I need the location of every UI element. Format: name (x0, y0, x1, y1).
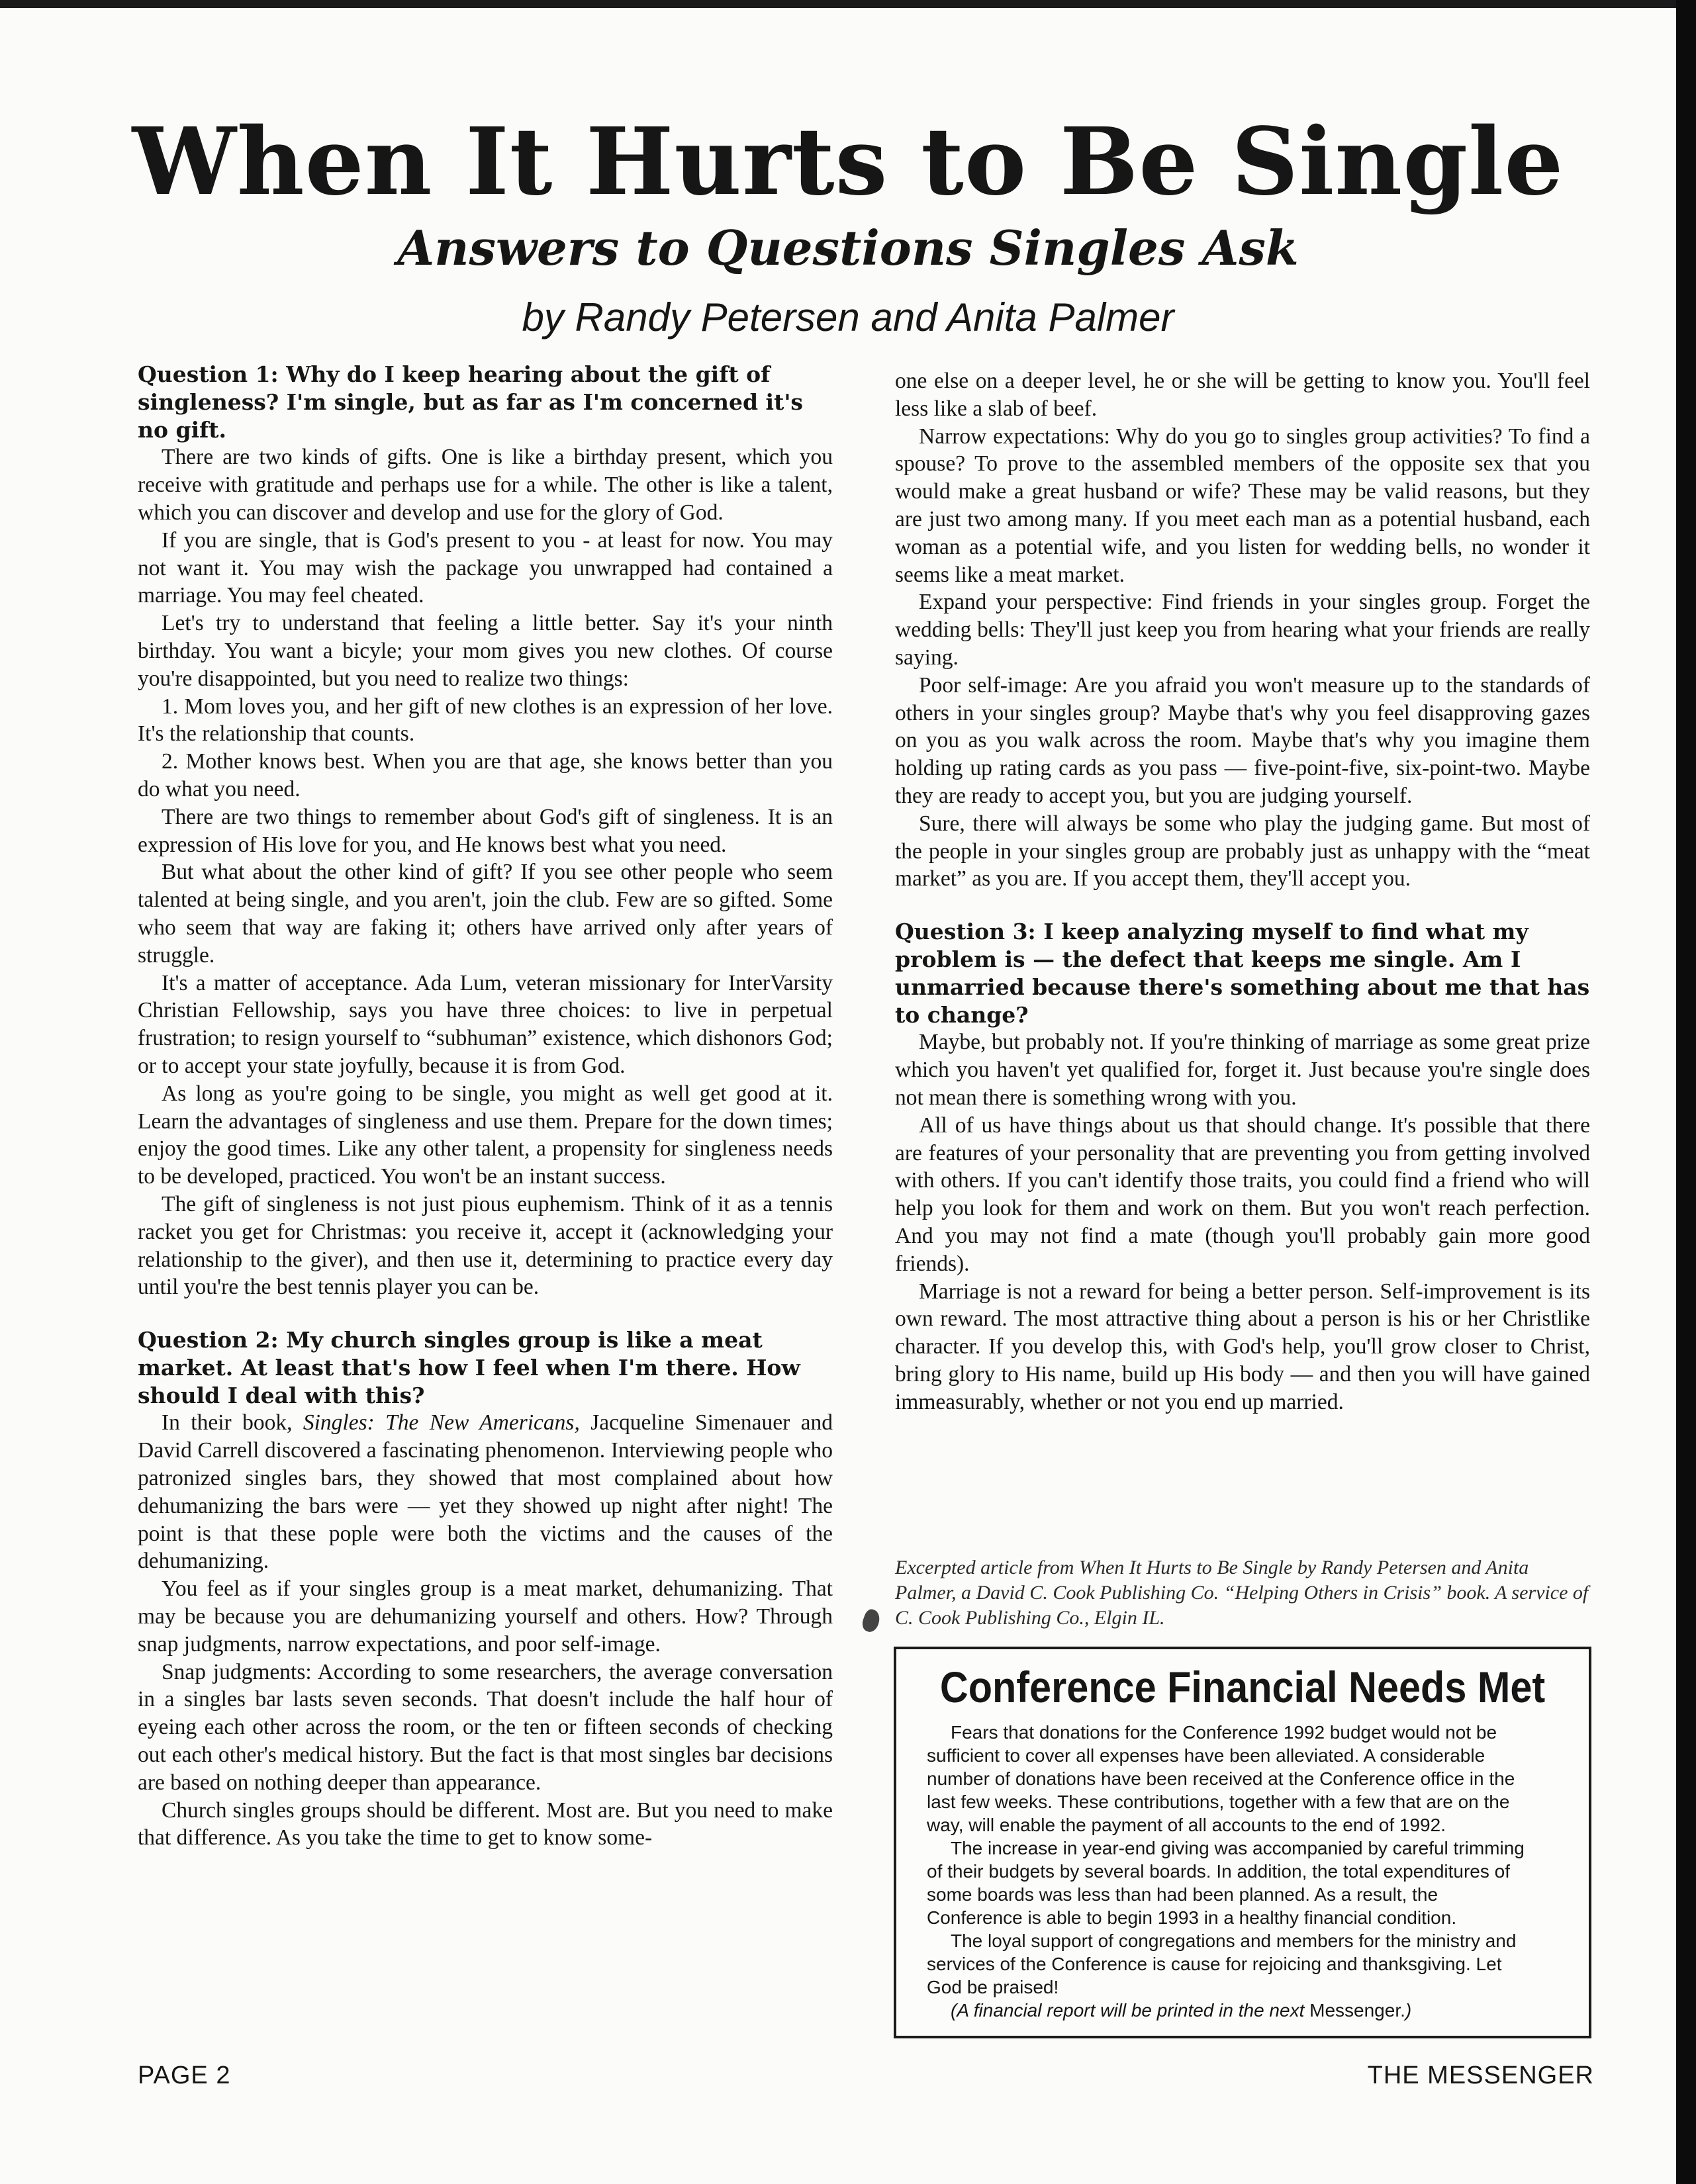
article-byline: by Randy Petersen and Anita Palmer (522, 295, 1174, 340)
paragraph: There are two kinds of gifts. One is like a birthday present, which you receive with gratitude and perhaps use for a while. The other is like a talent, which you can discover and develop and use for the glory of God. (138, 445, 833, 525)
text-run: (A financial report will be printed in the next (951, 2000, 1310, 2021)
paragraph: Expand your perspective: Find friends in your singles group. Forget the wedding bells: They'll just keep you from hearing what your friends are really saying. (895, 590, 1590, 670)
paragraph: All of us have things about us that should change. It's possible that there are features of your personality that are preventing you from getting involved with others. If you can't identify those traits, you could find a friend who will help you look for them and work on them. But you won't reach perfection. And you may not find a mate (though you'll probably gain more good friends). (895, 1113, 1590, 1276)
paragraph: As long as you're going to be single, you might as well get good at it. Learn the advantages of singleness and use them. Prepare for the down times; enjoy the good times. Like any other talent, a propensity for singleness needs to be developed, practiced. You won't be an instant success. (138, 1081, 833, 1189)
question-3: Question 3: I keep analyzing myself to find what my problem is — the defect that keeps me single. Am I unmarried because there's something about me that has to change? (895, 919, 1590, 1028)
right-column (895, 367, 1590, 1416)
paragraph: But what about the other kind of gift? If you see other people who seem talented at being single, and you aren't, join the club. Few are so gifted. Some who seem that way are faking it; others have arrived only after years of struggle. (138, 860, 833, 968)
paragraph: The gift of singleness is not just pious euphemism. Think of it as a tennis racket you get for Christmas: you receive it, accept it (acknowledging your relationship to the giver), and then use it, determining to practice every day until you're the best tennis player you can be. (138, 1191, 833, 1300)
box-title: Conference Financial Needs Met (939, 1662, 1546, 1711)
book-title: Singles: The New Americans, (303, 1410, 580, 1435)
paragraph: If you are single, that is God's present to you - at least for now. You may not want it. You may wish the package you unwrapped had contained a marriage. You may feel cheated. (138, 527, 833, 608)
ink-mark (860, 1608, 882, 1634)
paragraph: The increase in year-end giving was accompanied by careful trimming of their budgets by several boards. In addition, the total expenditures of some boards was less than had been planned. As a result, the Conference is able to begin 1993 in a healthy financial condition. (927, 1838, 1525, 1928)
text-run: In their book, (162, 1410, 303, 1435)
page-number: PAGE 2 (138, 2062, 231, 2089)
article-title: When It Hurts to Be Single (132, 108, 1564, 216)
paragraph: Marriage is not a reward for being a better person. Self-improvement is its own reward. The most attractive thing about a person is his or her Christlike character. If you develop this, with God's help, you'll grow closer to Christ, bring glory to His name, build up His body — and then you will have gained immeasurably, whether or not you end up married. (895, 1279, 1590, 1414)
paragraph: 1. Mom loves you, and her gift of new clothes is an expression of her love. It's the relationship that counts. (138, 694, 833, 747)
financial-report-note (927, 1999, 1536, 2022)
left-column (138, 361, 833, 1852)
financial-needs-box (894, 1647, 1591, 2038)
paragraph: Let's try to understand that feeling a little better. Say it's your ninth birthday. You want a bicyle; your mom gives you new clothes. Of course you're disappointed, but you need to realize two things: (138, 611, 833, 691)
question-2: Question 2: My church singles group is like a meat market. At least that's how I feel when I'm there. How should I deal with this? (138, 1327, 800, 1408)
paragraph: Church singles groups should be different. Most are. But you need to make that difference. As you take the time to get to know some- (138, 1797, 833, 1850)
paragraph: There are two things to remember about God's gift of singleness. It is an expression of His love for you, and He knows best what you need. (138, 804, 833, 857)
article-subtitle: Answers to Questions Singles Ask (397, 220, 1299, 276)
paragraph: 2. Mother knows best. When you are that age, she knows better than you do what you need. (138, 749, 833, 801)
paragraph: Fears that donations for the Conference 1992 budget would not be sufficient to cover all expenses have been alleviated. A considerable number of donations have been received at the Conference office in the last few weeks. These contributions, together with a few that are on the way, will enable the payment of all accounts to the end of 1992. (927, 1722, 1515, 1835)
paragraph: one else on a deeper level, he or she will be getting to know you. You'll feel less like a slab of beef. (895, 369, 1590, 421)
paragraph: You feel as if your singles group is a meat market, dehumanizing. That may be because you are dehumanizing yourself and others. How? Through snap judgments, narrow expectations, and poor self-image. (138, 1576, 833, 1657)
text-run: ) (1405, 2000, 1412, 2021)
paragraph (138, 1409, 833, 1575)
publication-name-footer: THE MESSENGER (1367, 2062, 1594, 2089)
paragraph: Sure, there will always be some who play the judging game. But most of the people in your singles group are probably just as unhappy with the “meat market” as you are. If you accept them, they'll accept you. (895, 811, 1590, 891)
box-body (927, 1721, 1536, 2022)
paragraph: Poor self-image: Are you afraid you won't measure up to the standards of others in your singles group? Maybe that's why you feel disapproving gazes on you as you walk across the room. Maybe that's why you imagine them holding up rating cards as you pass — five-point-five, six-point-two. Maybe they are ready to accept you, but you are judging yourself. (895, 672, 1590, 808)
text-run: Jacqueline Simenauer and David Carrell discovered a fascinating phenomenon. Interviewing people who patronized singles bars, they showed that most complained about how dehumanizing the bars were — yet they showed up night after night! The point is that these pople were both the victims and the causes of the dehumanizing. (138, 1410, 833, 1574)
paragraph: Maybe, but probably not. If you're thinking of marriage as some great prize which you haven't yet qualified for, forget it. Just because you're single does not mean there is something wrong with you. (895, 1030, 1590, 1110)
paragraph: The loyal support of congregations and members for the ministry and services of the Conference is cause for rejoicing and thanksgiving. Let God be praised! (927, 1931, 1517, 1997)
publication-name: Messenger. (1309, 2000, 1405, 2021)
question-1: Question 1: Why do I keep hearing about the gift of singleness? I'm single, but as far as I'm concerned it's no gift. (138, 361, 804, 443)
page-edge-top (0, 0, 1696, 8)
paragraph: Narrow expectations: Why do you go to singles group activities? To find a spouse? To prove to the assembled members of the opposite sex that you would make a great husband or wife? These may be valid reasons, but they are just two among many. If you meet each man as a potential husband, each woman as a potential wife, and you listen for wedding bells, no wonder it seems like a meat market. (895, 424, 1590, 587)
article-credit: Excerpted article from When It Hurts to Be Single by Randy Petersen and Anita Palmer, a David C. Cook Publishing Co. “Helping Others in Crisis” book. A service of C. Cook Publishing Co., Elgin IL. (895, 1557, 1589, 1629)
paragraph: Snap judgments: According to some researchers, the average conversation in a singles bar lasts seven seconds. That doesn't include the half hour of eyeing each other across the room, or the ten or fifteen seconds of checking out each other's medical history. But the fact is that most singles bar decisions are based on nothing deeper than appearance. (138, 1659, 833, 1795)
paragraph: It's a matter of acceptance. Ada Lum, veteran missionary for InterVarsity Christian Fellowship, says you have three choices: to live in perpetual frustration; to resign yourself to “subhuman” existence, which dishonors God; or to accept your state joyfully, because it is from God. (138, 970, 833, 1078)
